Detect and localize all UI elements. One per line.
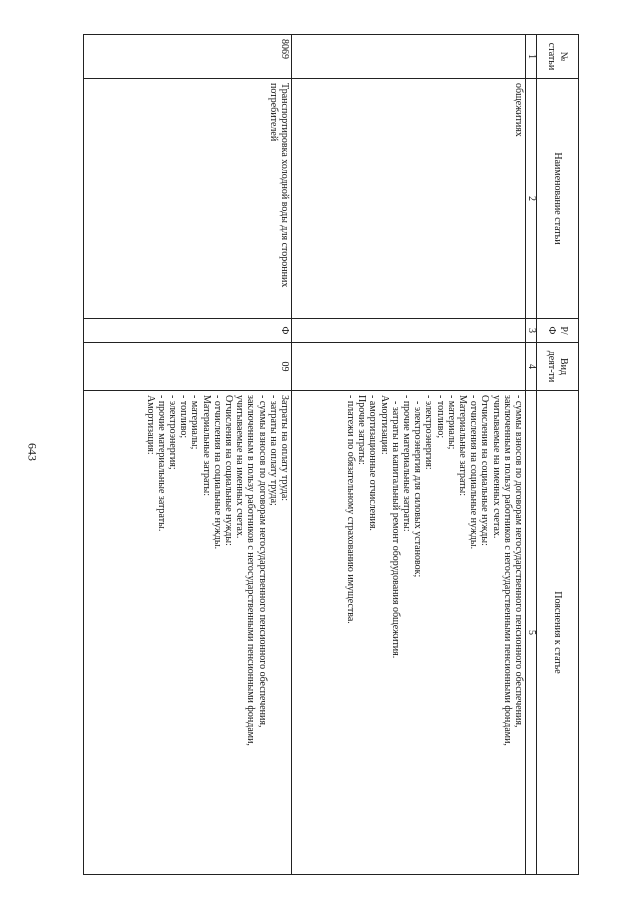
explanation-cell [84, 391, 292, 875]
article-name-cell [84, 79, 292, 319]
article-number-cell: 8069 [84, 35, 292, 79]
table-row [84, 35, 292, 875]
explanation-line: - суммы взносов по договорам негосударственного пенсионного обеспечения, [513, 395, 524, 728]
explanation-line: - платежи по обязательному страхованию имущества. [344, 395, 356, 624]
column-number-row [526, 35, 537, 875]
page-number: 643 [25, 443, 40, 461]
rf-cell: Ф [84, 319, 292, 343]
rotated-table-container [85, 34, 579, 874]
column-number: 4 [526, 343, 537, 391]
explanation-line: - топливо; [178, 395, 190, 439]
explanation-line: - электроэнергия; [166, 395, 178, 470]
header-activity-type: Вид деят-ти [537, 343, 579, 391]
explanation-line: учитываемые на именных счетах. [234, 395, 246, 539]
header-explanation: Пояснения к статье [537, 391, 579, 875]
header-article-name: Наименование статьи [537, 79, 579, 319]
explanation-line: Амортизация: [378, 395, 390, 455]
explanation-line: - отчисления на социальные нужды. [211, 395, 223, 550]
explanation-line: Материальные затраты: [200, 395, 212, 496]
explanation-line: Отчисления на социальные нужды: [479, 395, 491, 546]
document-table [83, 34, 579, 875]
column-number: 3 [526, 319, 537, 343]
explanation-cell [292, 391, 526, 875]
explanation-line: - электроэнергия: [423, 395, 435, 470]
article-number-cell [292, 35, 526, 79]
explanation-line: - отчисления на социальные нужды. [468, 395, 480, 550]
explanation-line: Отчисления на социальные нужды: [222, 395, 234, 546]
explanation-line: - топливо; [434, 395, 446, 439]
explanation-line: - электроэнергия для силовых установок; [412, 401, 424, 578]
explanation-line: - амортизационные отчисления. [367, 395, 379, 531]
explanation-line: заключенным в пользу работников с негосударственными пенсионными фондами, [245, 395, 257, 746]
explanation-line: - суммы взносов по договорам негосударственного пенсионного обеспечения, [256, 395, 268, 728]
rf-cell [292, 319, 526, 343]
explanation-line: - прочие материальные затраты: [400, 395, 412, 532]
explanation-line: заключенным в пользу работников с негосударственными пенсионными фондами, [501, 395, 513, 746]
column-number: 1 [526, 35, 537, 79]
table-row [292, 35, 526, 875]
explanation-line: - затраты на оплату труда; [267, 395, 279, 506]
article-name-text: Транспортировка холодной воды для сторонних потребителей [267, 83, 290, 288]
explanation-line: Затраты на оплату труда: [279, 395, 290, 502]
header-article-number: № статьи [537, 35, 579, 79]
explanation-line: - затраты на капитальный ремонт оборудования общежития. [389, 401, 401, 659]
explanation-line: учитываемые на именных счетах. [490, 395, 502, 539]
header-rf: Р/ Ф [537, 319, 579, 343]
column-number: 5 [526, 391, 537, 875]
explanation-line: - материалы; [189, 395, 201, 450]
article-name-cell: общежитиях [292, 79, 526, 319]
header-row [537, 35, 579, 875]
explanation-line: Материальные затраты: [456, 395, 468, 496]
activity-cell [292, 343, 526, 391]
explanation-line: Прочие затраты: [356, 395, 368, 465]
explanation-line: Амортизация: [144, 395, 156, 455]
explanation-line: - материалы; [445, 395, 457, 450]
activity-cell: 09 [84, 343, 292, 391]
column-number: 2 [526, 79, 537, 319]
explanation-line: - прочие материальные затраты. [155, 395, 167, 532]
